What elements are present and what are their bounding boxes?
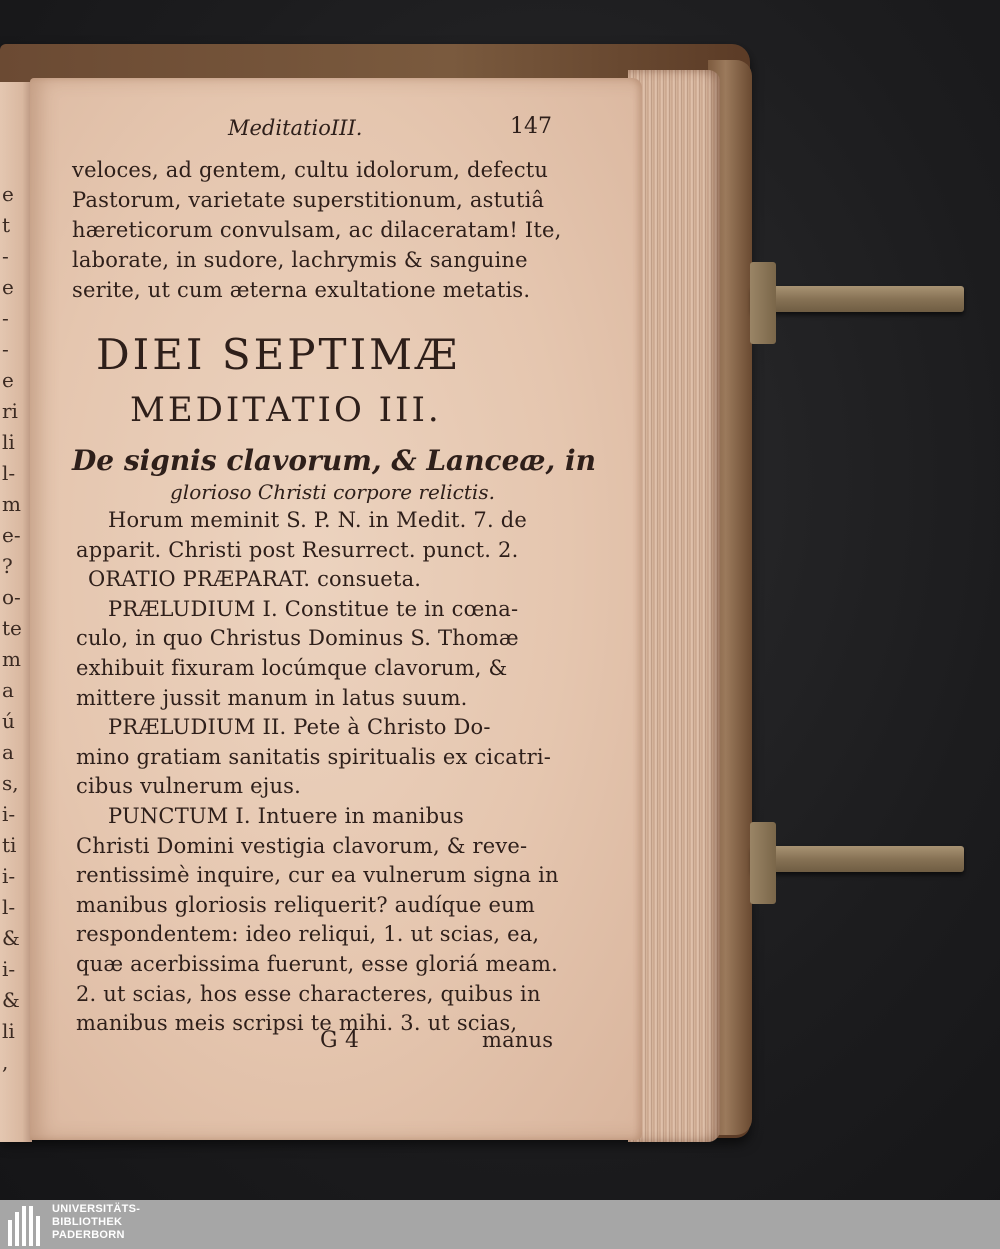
text-line: culo, in quo Christus Dominus S. Thomæ [76, 626, 519, 651]
left-page-letter: ri [2, 399, 18, 423]
text-line: laborate, in sudore, lachrymis & sanguine [72, 248, 528, 272]
text-line: PRÆLUDIUM II. Pete à Christo Do- [108, 715, 491, 740]
left-page-letter: i- [2, 957, 16, 981]
left-page-letter: li [2, 1019, 15, 1043]
text-line: quæ acerbissima fuerunt, esse gloriá meam. [76, 952, 558, 976]
left-page-letter: e [2, 368, 14, 392]
left-page-letter: te [2, 616, 22, 640]
text-line: veloces, ad gentem, cultu idolorum, defectu [72, 158, 549, 182]
running-title: MeditatioIII. [228, 116, 363, 140]
heading-main: DIEI SEPTIMÆ [96, 330, 461, 379]
left-page-letter: & [2, 988, 20, 1012]
library-name-line-1: UNIVERSITÄTS- [52, 1203, 141, 1215]
left-page-letter: m [2, 492, 21, 516]
text-line: manibus gloriosis reliquerit? audíque eum [76, 892, 536, 917]
text-line: cibus vulnerum ejus. [76, 774, 302, 799]
left-page-letter: e- [2, 523, 21, 547]
text-line: mittere jussit manum in latus suum. [76, 685, 468, 710]
text-line: Horum meminit S. P. N. in Medit. 7. de [108, 508, 528, 532]
left-page-letter: a [2, 740, 14, 764]
text-line: rentissimè inquire, cur ea vulnerum signa in [76, 863, 559, 888]
library-name-line-2: BIBLIOTHEK [52, 1216, 123, 1228]
subtitle-line-1: De signis clavorum, & Lanceæ, in [72, 444, 596, 477]
text-line: ORATIO PRÆPARAT. consueta. [88, 567, 422, 592]
text-line: apparit. Christi post Resurrect. punct. 2. [76, 537, 519, 562]
text-line: mino gratiam sanitatis spiritualis ex cicatri- [76, 744, 552, 769]
library-name-line-3: PADERBORN [52, 1229, 125, 1241]
right-page [30, 78, 642, 1140]
text-line: exhibuit fixuram locúmque clavorum, & [76, 656, 508, 680]
left-page-letter: e [2, 182, 14, 206]
left-page-letter: & [2, 926, 20, 950]
signature-mark: G 4 [320, 1028, 360, 1053]
clasp-upper [752, 286, 964, 312]
text-line: manibus meis scripsi te mihi. 3. ut scias, [76, 1011, 518, 1036]
left-page-letter: l- [2, 461, 16, 485]
left-page-letter: s, [2, 771, 19, 795]
left-page-letter: ? [2, 554, 13, 578]
left-page-letter: ú [2, 709, 15, 733]
left-page-letter: - [2, 337, 9, 361]
left-page-letter: - [2, 306, 9, 330]
left-page-letter: , [2, 1050, 9, 1074]
subtitle-line-2: glorioso Christi corpore relictis. [170, 480, 495, 504]
catchword: manus [482, 1028, 554, 1052]
text-line: PUNCTUM I. Intuere in manibus [108, 804, 464, 828]
left-page-letter: a [2, 678, 14, 702]
text-line: 2. ut scias, hos esse characteres, quibus in [76, 981, 541, 1006]
clasp-lower [752, 846, 964, 872]
left-page-letter: e [2, 275, 14, 299]
left-page-letter: m [2, 647, 21, 671]
left-page-letter: i- [2, 864, 16, 888]
left-page-letter: li [2, 430, 15, 454]
text-line: respondentem: ideo reliqui, 1. ut scias, ea, [76, 922, 540, 947]
text-line: hæreticorum convulsam, ac dilaceratam! Ite, [72, 218, 562, 242]
left-page-letter: t [2, 213, 11, 237]
left-page-letter: ti [2, 833, 17, 857]
text-line: Pastorum, varietate superstitionum, astutiâ [72, 188, 545, 212]
library-name [52, 1203, 140, 1242]
left-page-fragment [0, 82, 32, 1142]
left-page-letter: l- [2, 895, 16, 919]
text-line: serite, ut cum æterna exultatione metatis. [72, 278, 531, 302]
page-number: 147 [510, 114, 552, 139]
heading-sub: MEDITATIO III. [130, 390, 442, 430]
left-page-letter: - [2, 244, 9, 268]
text-line: PRÆLUDIUM I. Constitue te in cœna- [108, 596, 519, 621]
left-page-letter: i- [2, 802, 16, 826]
library-logo-icon [8, 1204, 48, 1246]
text-line: Christi Domini vestigia clavorum, & reve- [76, 833, 528, 858]
left-page-letter: o- [2, 585, 21, 609]
library-footer-bar [0, 1200, 1000, 1249]
